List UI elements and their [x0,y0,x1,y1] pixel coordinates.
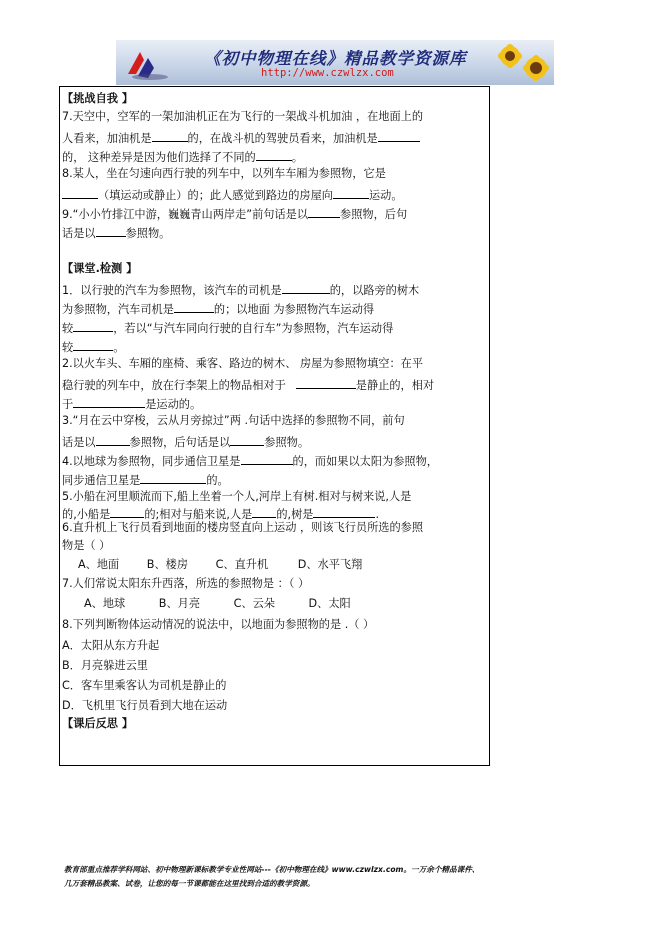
answer-blank[interactable] [110,505,144,518]
answer-blank[interactable] [333,186,369,199]
answer-blank[interactable] [308,205,340,218]
answer-blank[interactable] [152,129,188,142]
c1-line4: 较 。 [62,338,124,355]
c8-option-b[interactable]: B．月亮躲进云里 [62,659,148,672]
section-reflection: 【课后反思 】 [62,717,134,730]
c8-line1: 8.下列判断物体运动情况的说法中，以地面为参照物的是 .（ ） [62,618,375,631]
c5-line1: 5.小船在河里顺流而下,船上坐着一个人,河岸上有树.相对与树来说,人是 [62,490,412,503]
c8-option-c[interactable]: C．客车里乘客认为司机是静止的 [62,679,227,692]
c1-line1: 1．以行驶的汽车为参照物，该汽车的司机是 的，以路旁的树木 [62,281,419,298]
option-c[interactable]: C、云朵 [233,597,275,610]
answer-blank[interactable] [296,376,356,389]
q9-line2: 话是以 参照物。 [62,224,170,241]
c7-line1: 7.人们常说太阳东升西落，所选的参照物是 ：（ ） [62,577,310,590]
q9-line1: 9.“小小竹排江中游，巍巍青山两岸走”前句话是以 参照物，后句 [62,205,407,222]
c3-line2: 话是以 参照物，后句话是以 参照物。 [62,433,309,450]
banner-title: 《初中物理在线》精品教学资源库 [204,49,467,68]
header-banner [116,40,554,85]
answer-blank[interactable] [96,433,130,446]
footer-line1: 教育部重点推荐学科网站、初中物理新课标教学专业性网站---《初中物理在线》www.czwlzx.com。一万余个精品课件、 [64,865,480,874]
answer-blank[interactable] [252,505,276,518]
q7-line3: 的， 这种差异是因为他们选择了不同的 。 [62,148,303,165]
footer-line2: 几万套精品教案、试卷，让您的每一节课都能在这里找到合适的教学资源。 [64,879,315,888]
option-b[interactable]: B、月亮 [158,597,201,610]
answer-blank[interactable] [241,452,293,465]
c6-line2: 物是（ ） [62,539,111,552]
option-c[interactable]: C、直升机 [215,558,269,571]
q8-line1: 8.某人，坐在匀速向西行驶的列车中，以列车车厢为参照物，它是 [62,167,386,180]
c4-line2: 同步通信卫星是 的。 [62,471,229,488]
answer-blank[interactable] [313,505,375,518]
c2-line1: 2.以火车头、车厢的座椅、乘客、路边的树木、 房屋为参照物填空：在平 [62,357,424,370]
answer-blank[interactable] [62,186,98,199]
answer-blank[interactable] [140,471,206,484]
sunflower-icon [492,42,550,85]
c1-line3: 较 ，若以“与汽车同向行驶的自行车”为参照物，汽车运动得 [62,319,393,336]
q8-line2: （填运动或静止）的；此人感觉到路边的房屋向 运动。 [62,186,403,203]
answer-blank[interactable] [256,148,292,161]
c2-line3: 于 是运动的。 [62,395,201,412]
c8-option-a[interactable]: A．太阳从东方升起 [62,639,160,652]
answer-blank[interactable] [378,129,420,142]
c1-line2: 为参照物，汽车司机是 的；以地面 为参照物汽车运动得 [62,300,374,317]
section-classroom: 【课堂.检测 】 [62,262,138,275]
logo-icon [124,46,170,82]
q7-line2: 人看来，加油机是 的，在战斗机的驾驶员看来，加油机是 [62,129,420,146]
answer-blank[interactable] [73,319,113,332]
answer-blank[interactable] [230,433,264,446]
answer-blank[interactable] [96,224,126,237]
q7-line1: 7.天空中，空军的一架加油机正在为飞行的一架战斗机加油 ，在地面上的 [62,110,424,123]
answer-blank[interactable] [73,338,113,351]
c3-line1: 3.“月在云中穿梭，云从月旁掠过”两 .句话中选择的参照物不同，前句 [62,414,405,427]
option-b[interactable]: B、楼房 [146,558,189,571]
option-a[interactable]: A、地面 [78,558,120,571]
banner-url[interactable]: http://www.czwlzx.com [261,67,394,79]
option-d[interactable]: D、水平飞翔 [297,558,363,571]
c2-line2: 稳行驶的列车中，放在行李架上的物品相对于 是静止的，相对 [62,376,434,393]
c6-line1: 6.直升机上飞行员看到地面的楼房竖直向上运动 ，则该飞行员所选的参照 [62,521,424,534]
c4-line1: 4.以地球为参照物，同步通信卫星是 的，而如果以太阳为参照物， [62,452,438,469]
answer-blank[interactable] [174,300,214,313]
answer-blank[interactable] [73,395,145,408]
option-a[interactable]: A、地球 [84,597,126,610]
c5-line2: 的,小船是 的;相对与船来说,人是 的,树是 . [62,505,379,522]
answer-blank[interactable] [282,281,330,294]
option-d[interactable]: D、太阳 [308,597,351,610]
c8-option-d[interactable]: D．飞机里飞行员看到大地在运动 [62,699,228,712]
section-challenge: 【挑战自我 】 [62,92,134,105]
c6-options [78,558,362,572]
c7-options [84,597,351,611]
